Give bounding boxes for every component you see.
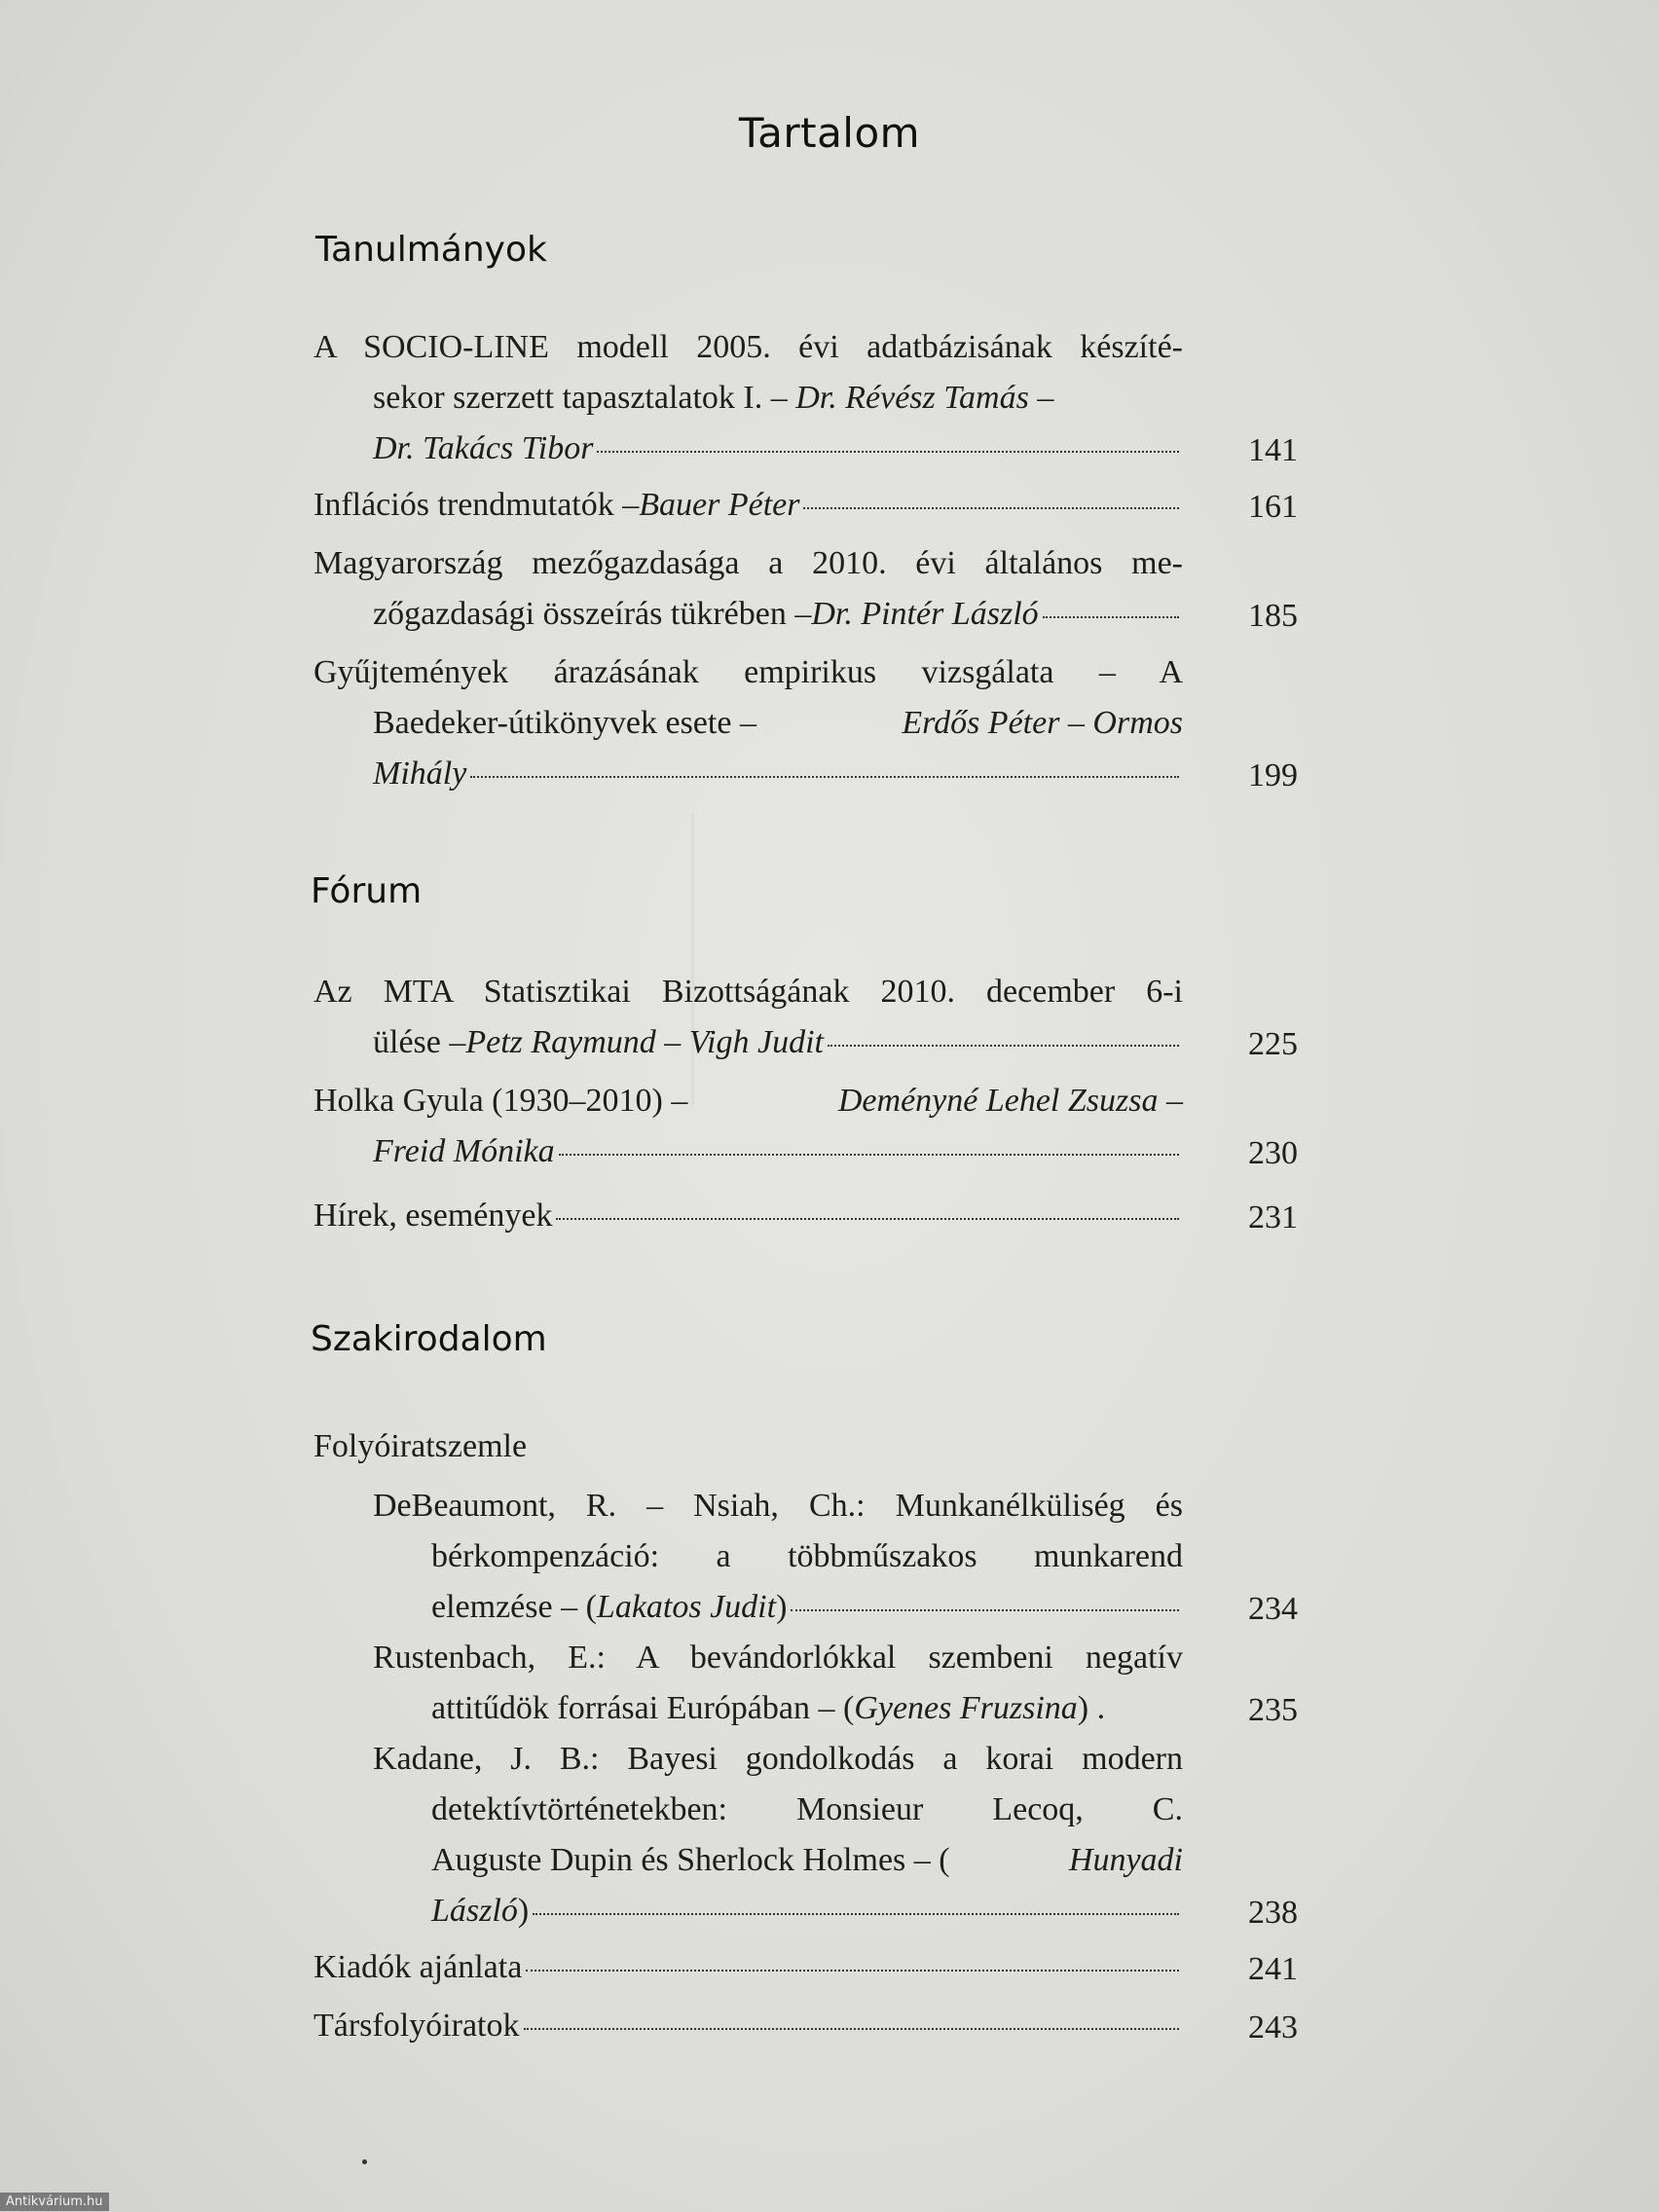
toc-line: Az MTA Statisztikai Bizottságának 2010. december 6-i: [313, 974, 1183, 1010]
page-number: 199: [1248, 757, 1298, 793]
page-number: 141: [1248, 432, 1298, 468]
toc-line: ülése – Petz Raymund – Vigh Judit: [373, 1026, 1183, 1065]
page-number: 238: [1248, 1895, 1298, 1931]
page-number: 243: [1248, 2009, 1298, 2046]
toc-line: Rustenbach, E.: A bevándorlókkal szembeni negatív: [373, 1640, 1183, 1676]
toc-line: Kiadók ajánlata: [313, 1951, 1183, 1990]
toc-line: Kadane, J. B.: Bayesi gondolkodás a korai modern: [373, 1741, 1183, 1777]
section-heading: Szakirodalom: [311, 1319, 547, 1359]
toc-line: Társfolyóiratok: [313, 2009, 1183, 2048]
toc-line: Auguste Dupin és Sherlock Holmes – ( Hunyadi: [431, 1842, 1183, 1878]
toc-line: László ): [431, 1895, 1183, 1934]
toc-line: attitűdök forrásai Európában – (Gyenes Fruzsina) .: [431, 1690, 1106, 1726]
toc-line: bérkompenzáció: a többműszakos munkarend: [431, 1538, 1183, 1574]
page-number: 230: [1248, 1135, 1298, 1171]
page-number: 161: [1248, 489, 1298, 525]
page-number: 225: [1248, 1026, 1298, 1062]
page-dot: [362, 2159, 367, 2164]
toc-line: detektívtörténetekben: Monsieur Lecoq, C.: [431, 1791, 1183, 1827]
toc-line: Dr. Takács Tibor: [373, 432, 1183, 471]
toc-line: Inflációs trendmutatók – Bauer Péter: [313, 489, 1183, 528]
page-title: Tartalom: [738, 109, 921, 157]
page-number: 231: [1248, 1199, 1298, 1235]
toc-line: Mihály: [373, 757, 1183, 796]
toc-line: elemzése – ( Lakatos Judit ): [431, 1591, 1183, 1630]
toc-line: Baedeker-útikönyvek esete – Erdős Péter – Ormos: [373, 705, 1183, 741]
section-heading: Fórum: [311, 871, 423, 911]
subsection-heading: Folyóiratszemle: [313, 1428, 528, 1464]
section-heading: Tanulmányok: [315, 230, 547, 270]
toc-line: DeBeaumont, R. – Nsiah, Ch.: Munkanélküliség és: [373, 1488, 1183, 1524]
page-number: 235: [1248, 1692, 1298, 1728]
toc-line: Freid Mónika: [373, 1135, 1183, 1174]
page-number: 185: [1248, 598, 1298, 634]
toc-line: Hírek, események: [313, 1199, 1183, 1238]
toc-line: zőgazdasági összeírás tükrében – Dr. Pintér László: [373, 598, 1183, 637]
toc-line: A SOCIO-LINE modell 2005. évi adatbázisának készíté-: [313, 329, 1183, 365]
toc-line: Holka Gyula (1930–2010) – Deményné Lehel Zsuzsa –: [313, 1083, 1183, 1119]
page-number: 234: [1248, 1591, 1298, 1627]
page-number: 241: [1248, 1951, 1298, 1987]
toc-line: Magyarország mezőgazdasága a 2010. évi általános me-: [313, 545, 1183, 581]
toc-line: sekor szerzett tapasztalatok I. – Dr. Révész Tamás –: [373, 380, 1054, 416]
toc-line: Gyűjtemények árazásának empirikus vizsgálata – A: [313, 654, 1183, 690]
watermark-label: Antikvárium.hu: [0, 2193, 109, 2211]
